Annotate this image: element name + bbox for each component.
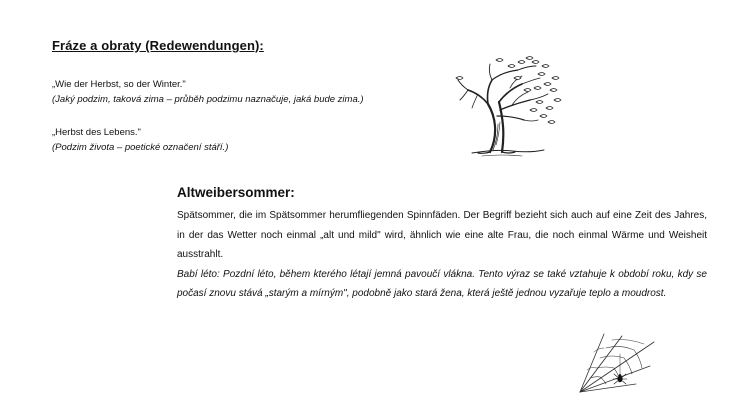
phrase-item xyxy=(52,77,364,107)
altweibersommer-section xyxy=(177,185,707,304)
spider-web-icon xyxy=(576,330,656,396)
windblown-tree-icon xyxy=(452,50,562,160)
phrase-german: „Herbst des Lebens." xyxy=(52,127,141,138)
phrases-heading: Fráze a obraty (Redewendungen): xyxy=(52,38,264,53)
phrase-czech: (Podzim života – poetické označení stáří.) xyxy=(52,142,229,153)
phrase-german: „Wie der Herbst, so der Winter." xyxy=(52,79,186,90)
german-explanation: Spätsommer, die im Spätsommer herumfliegenden Spinnfäden. Der Begriff bezieht sich auch auf eine Zeit des Jahres, in der das Wetter noch einmal „alt und mild" wird, ähnlich wie eine alte Frau, die noch einmal Wärme und Weisheit ausstrahlt. xyxy=(177,210,707,260)
phrase-item xyxy=(52,125,228,155)
section-title: Altweibersommer: xyxy=(177,185,295,200)
phrase-czech: (Jaký podzim, taková zima – průběh podzimu naznačuje, jaká bude zima.) xyxy=(52,94,364,105)
czech-explanation: Babí léto: Pozdní léto, během kterého létají jemná pavoučí vlákna. Tento výraz se také vztahuje k období roku, kdy se počasí znovu stává „starým a mírným", podobně jako stará žena, která ještě jednou vyzařuje teplo a moudrost. xyxy=(177,268,707,299)
